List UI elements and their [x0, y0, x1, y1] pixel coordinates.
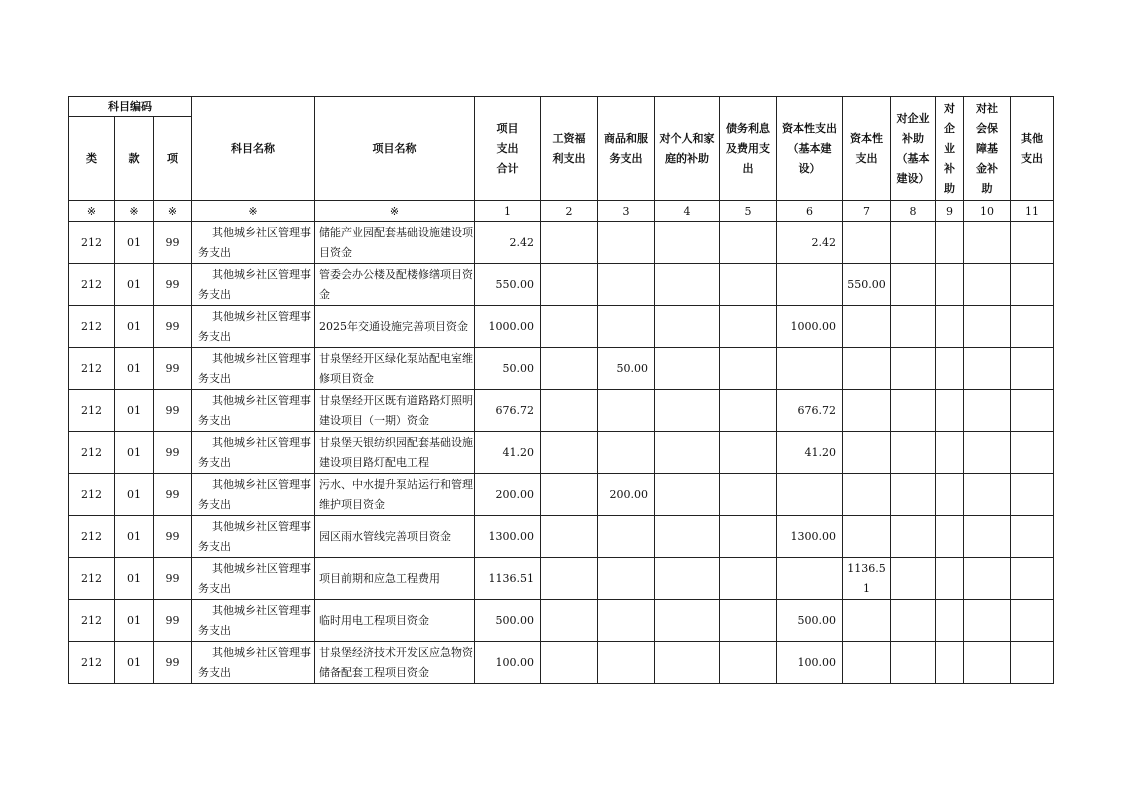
cell-kuan: 01: [115, 642, 154, 684]
cell-project-name: 临时用电工程项目资金: [315, 600, 475, 642]
cell-other: [1011, 558, 1054, 600]
cell-kuan: 01: [115, 432, 154, 474]
cell-salary: [541, 390, 598, 432]
cell-debt: [720, 348, 777, 390]
cell-goods: [598, 306, 655, 348]
table-row: [69, 600, 1054, 642]
cell-total: 550.00: [475, 264, 541, 306]
cell-project-name: 甘泉堡天银纺织园配套基础设施建设项目路灯配电工程: [315, 432, 475, 474]
cell-social-security: [964, 474, 1011, 516]
mark-cell: 3: [598, 201, 655, 222]
cell-capital-basic: 2.42: [777, 222, 843, 264]
cell-other: [1011, 264, 1054, 306]
cell-goods: 200.00: [598, 474, 655, 516]
cell-enterprise: [936, 432, 964, 474]
mark-cell: ※: [192, 201, 315, 222]
cell-subject-name: 其他城乡社区管理事务支出: [192, 642, 315, 684]
cell-lei: 212: [69, 516, 115, 558]
cell-capital: [843, 474, 891, 516]
header-debt: 债务利息及费用支出: [720, 97, 777, 201]
cell-enterprise-basic: [891, 600, 936, 642]
cell-xiang: 99: [154, 306, 192, 348]
header-kuan: 款: [115, 117, 154, 201]
cell-enterprise: [936, 474, 964, 516]
cell-project-name: 储能产业园配套基础设施建设项目资金: [315, 222, 475, 264]
cell-project-name: 甘泉堡经济技术开发区应急物资储备配套工程项目资金: [315, 642, 475, 684]
header-salary: 工资福利支出: [541, 97, 598, 201]
header-subject-name: 科目名称: [192, 97, 315, 201]
cell-subject-name: 其他城乡社区管理事务支出: [192, 222, 315, 264]
cell-goods: 50.00: [598, 348, 655, 390]
cell-subject-name: 其他城乡社区管理事务支出: [192, 264, 315, 306]
cell-subject-name: 其他城乡社区管理事务支出: [192, 600, 315, 642]
cell-other: [1011, 306, 1054, 348]
cell-xiang: 99: [154, 642, 192, 684]
cell-salary: [541, 558, 598, 600]
cell-salary: [541, 348, 598, 390]
cell-enterprise-basic: [891, 432, 936, 474]
header-goods: 商品和服务支出: [598, 97, 655, 201]
cell-debt: [720, 306, 777, 348]
cell-kuan: 01: [115, 390, 154, 432]
cell-capital-basic: 676.72: [777, 390, 843, 432]
mark-cell: 5: [720, 201, 777, 222]
header-social-security: 对社会保障基金补助: [964, 97, 1011, 201]
cell-debt: [720, 222, 777, 264]
cell-social-security: [964, 642, 1011, 684]
cell-total: 41.20: [475, 432, 541, 474]
cell-goods: [598, 558, 655, 600]
header-other: 其他支出: [1011, 97, 1054, 201]
mark-cell: ※: [315, 201, 475, 222]
cell-personal: [655, 516, 720, 558]
cell-debt: [720, 600, 777, 642]
cell-social-security: [964, 432, 1011, 474]
cell-salary: [541, 516, 598, 558]
cell-personal: [655, 390, 720, 432]
cell-social-security: [964, 600, 1011, 642]
table-row: [69, 222, 1054, 264]
cell-enterprise: [936, 306, 964, 348]
cell-total: 200.00: [475, 474, 541, 516]
cell-salary: [541, 432, 598, 474]
cell-lei: 212: [69, 432, 115, 474]
table-row: [69, 432, 1054, 474]
table-row: [69, 306, 1054, 348]
cell-capital: [843, 348, 891, 390]
cell-social-security: [964, 558, 1011, 600]
mark-cell: 10: [964, 201, 1011, 222]
cell-subject-name: 其他城乡社区管理事务支出: [192, 558, 315, 600]
cell-total: 676.72: [475, 390, 541, 432]
cell-total: 1000.00: [475, 306, 541, 348]
cell-enterprise: [936, 348, 964, 390]
cell-total: 1300.00: [475, 516, 541, 558]
cell-personal: [655, 558, 720, 600]
cell-enterprise: [936, 516, 964, 558]
cell-capital: 550.00: [843, 264, 891, 306]
cell-personal: [655, 474, 720, 516]
cell-enterprise-basic: [891, 558, 936, 600]
cell-project-name: 污水、中水提升泵站运行和管理维护项目资金: [315, 474, 475, 516]
cell-enterprise: [936, 264, 964, 306]
header-enterprise: 对企业补助: [936, 97, 964, 201]
cell-subject-name: 其他城乡社区管理事务支出: [192, 306, 315, 348]
cell-enterprise-basic: [891, 390, 936, 432]
cell-capital: [843, 516, 891, 558]
cell-capital: 1136.51: [843, 558, 891, 600]
cell-lei: 212: [69, 558, 115, 600]
cell-social-security: [964, 516, 1011, 558]
cell-capital: [843, 642, 891, 684]
table-row: [69, 516, 1054, 558]
mark-cell: 9: [936, 201, 964, 222]
cell-xiang: 99: [154, 474, 192, 516]
cell-capital: [843, 390, 891, 432]
cell-project-name: 甘泉堡经开区绿化泵站配电室维修项目资金: [315, 348, 475, 390]
cell-project-name: 管委会办公楼及配楼修缮项目资金: [315, 264, 475, 306]
cell-xiang: 99: [154, 558, 192, 600]
cell-enterprise-basic: [891, 222, 936, 264]
cell-other: [1011, 390, 1054, 432]
cell-enterprise: [936, 642, 964, 684]
cell-lei: 212: [69, 348, 115, 390]
cell-lei: 212: [69, 222, 115, 264]
table-body: [69, 222, 1054, 684]
cell-social-security: [964, 264, 1011, 306]
mark-cell: 8: [891, 201, 936, 222]
cell-kuan: 01: [115, 558, 154, 600]
table-row: [69, 558, 1054, 600]
cell-xiang: 99: [154, 348, 192, 390]
cell-subject-name: 其他城乡社区管理事务支出: [192, 348, 315, 390]
cell-other: [1011, 516, 1054, 558]
cell-personal: [655, 642, 720, 684]
cell-lei: 212: [69, 474, 115, 516]
header-capital-basic: 资本性支出（基本建设）: [777, 97, 843, 201]
cell-xiang: 99: [154, 600, 192, 642]
cell-lei: 212: [69, 264, 115, 306]
cell-enterprise-basic: [891, 474, 936, 516]
cell-kuan: 01: [115, 264, 154, 306]
cell-xiang: 99: [154, 516, 192, 558]
table-row: [69, 474, 1054, 516]
cell-personal: [655, 306, 720, 348]
cell-total: 2.42: [475, 222, 541, 264]
cell-social-security: [964, 306, 1011, 348]
cell-goods: [598, 516, 655, 558]
cell-enterprise-basic: [891, 516, 936, 558]
mark-cell: 7: [843, 201, 891, 222]
table-row: [69, 642, 1054, 684]
cell-social-security: [964, 390, 1011, 432]
cell-capital-basic: 1000.00: [777, 306, 843, 348]
cell-project-name: 2025年交通设施完善项目资金: [315, 306, 475, 348]
cell-personal: [655, 348, 720, 390]
cell-enterprise-basic: [891, 348, 936, 390]
cell-enterprise-basic: [891, 642, 936, 684]
cell-capital-basic: 100.00: [777, 642, 843, 684]
cell-capital-basic: [777, 348, 843, 390]
cell-lei: 212: [69, 642, 115, 684]
header-lei: 类: [69, 117, 115, 201]
cell-kuan: 01: [115, 600, 154, 642]
cell-enterprise: [936, 390, 964, 432]
cell-total: 500.00: [475, 600, 541, 642]
cell-other: [1011, 600, 1054, 642]
cell-goods: [598, 222, 655, 264]
cell-enterprise: [936, 558, 964, 600]
cell-xiang: 99: [154, 264, 192, 306]
mark-cell: 6: [777, 201, 843, 222]
cell-lei: 212: [69, 390, 115, 432]
header-capital: 资本性支出: [843, 97, 891, 201]
cell-project-name: 项目前期和应急工程费用: [315, 558, 475, 600]
cell-personal: [655, 264, 720, 306]
cell-social-security: [964, 222, 1011, 264]
cell-lei: 212: [69, 306, 115, 348]
cell-salary: [541, 642, 598, 684]
cell-enterprise-basic: [891, 264, 936, 306]
cell-capital-basic: 500.00: [777, 600, 843, 642]
cell-other: [1011, 432, 1054, 474]
cell-project-name: 甘泉堡经开区既有道路路灯照明建设项目（一期）资金: [315, 390, 475, 432]
cell-capital: [843, 432, 891, 474]
cell-capital-basic: 1300.00: [777, 516, 843, 558]
cell-enterprise: [936, 600, 964, 642]
cell-kuan: 01: [115, 222, 154, 264]
mark-cell: 4: [655, 201, 720, 222]
header-project-name: 项目名称: [315, 97, 475, 201]
mark-cell: 1: [475, 201, 541, 222]
cell-lei: 212: [69, 600, 115, 642]
cell-total: 100.00: [475, 642, 541, 684]
cell-capital-basic: [777, 558, 843, 600]
cell-xiang: 99: [154, 390, 192, 432]
table-row: [69, 390, 1054, 432]
cell-capital-basic: [777, 264, 843, 306]
header-enterprise-basic: 对企业补助（基本建设）: [891, 97, 936, 201]
cell-salary: [541, 600, 598, 642]
header-total: 项目支出合计: [475, 97, 541, 201]
cell-other: [1011, 348, 1054, 390]
cell-other: [1011, 474, 1054, 516]
cell-kuan: 01: [115, 474, 154, 516]
mark-cell: 2: [541, 201, 598, 222]
cell-xiang: 99: [154, 222, 192, 264]
cell-goods: [598, 642, 655, 684]
cell-enterprise: [936, 222, 964, 264]
cell-goods: [598, 432, 655, 474]
cell-enterprise-basic: [891, 306, 936, 348]
cell-salary: [541, 264, 598, 306]
mark-cell: ※: [115, 201, 154, 222]
cell-other: [1011, 222, 1054, 264]
column-index-row: [69, 201, 1054, 222]
cell-project-name: 园区雨水管线完善项目资金: [315, 516, 475, 558]
mark-cell: ※: [154, 201, 192, 222]
cell-salary: [541, 306, 598, 348]
cell-debt: [720, 432, 777, 474]
cell-subject-name: 其他城乡社区管理事务支出: [192, 390, 315, 432]
cell-salary: [541, 222, 598, 264]
cell-debt: [720, 516, 777, 558]
cell-debt: [720, 642, 777, 684]
cell-xiang: 99: [154, 432, 192, 474]
table-row: [69, 348, 1054, 390]
cell-personal: [655, 222, 720, 264]
cell-kuan: 01: [115, 516, 154, 558]
cell-goods: [598, 264, 655, 306]
header-xiang: 项: [154, 117, 192, 201]
table-row: [69, 264, 1054, 306]
cell-capital: [843, 306, 891, 348]
cell-total: 50.00: [475, 348, 541, 390]
cell-other: [1011, 642, 1054, 684]
cell-goods: [598, 390, 655, 432]
cell-goods: [598, 600, 655, 642]
cell-subject-name: 其他城乡社区管理事务支出: [192, 474, 315, 516]
cell-capital: [843, 222, 891, 264]
expenditure-table: [68, 96, 1054, 684]
cell-capital-basic: 41.20: [777, 432, 843, 474]
mark-cell: ※: [69, 201, 115, 222]
header-code-group: 科目编码: [69, 97, 192, 117]
cell-debt: [720, 264, 777, 306]
cell-subject-name: 其他城乡社区管理事务支出: [192, 516, 315, 558]
table-header: [69, 97, 1054, 222]
cell-debt: [720, 390, 777, 432]
cell-personal: [655, 600, 720, 642]
header-personal: 对个人和家庭的补助: [655, 97, 720, 201]
cell-kuan: 01: [115, 348, 154, 390]
cell-total: 1136.51: [475, 558, 541, 600]
cell-salary: [541, 474, 598, 516]
cell-debt: [720, 474, 777, 516]
mark-cell: 11: [1011, 201, 1054, 222]
cell-capital: [843, 600, 891, 642]
cell-capital-basic: [777, 474, 843, 516]
cell-social-security: [964, 348, 1011, 390]
cell-personal: [655, 432, 720, 474]
cell-debt: [720, 558, 777, 600]
cell-subject-name: 其他城乡社区管理事务支出: [192, 432, 315, 474]
cell-kuan: 01: [115, 306, 154, 348]
